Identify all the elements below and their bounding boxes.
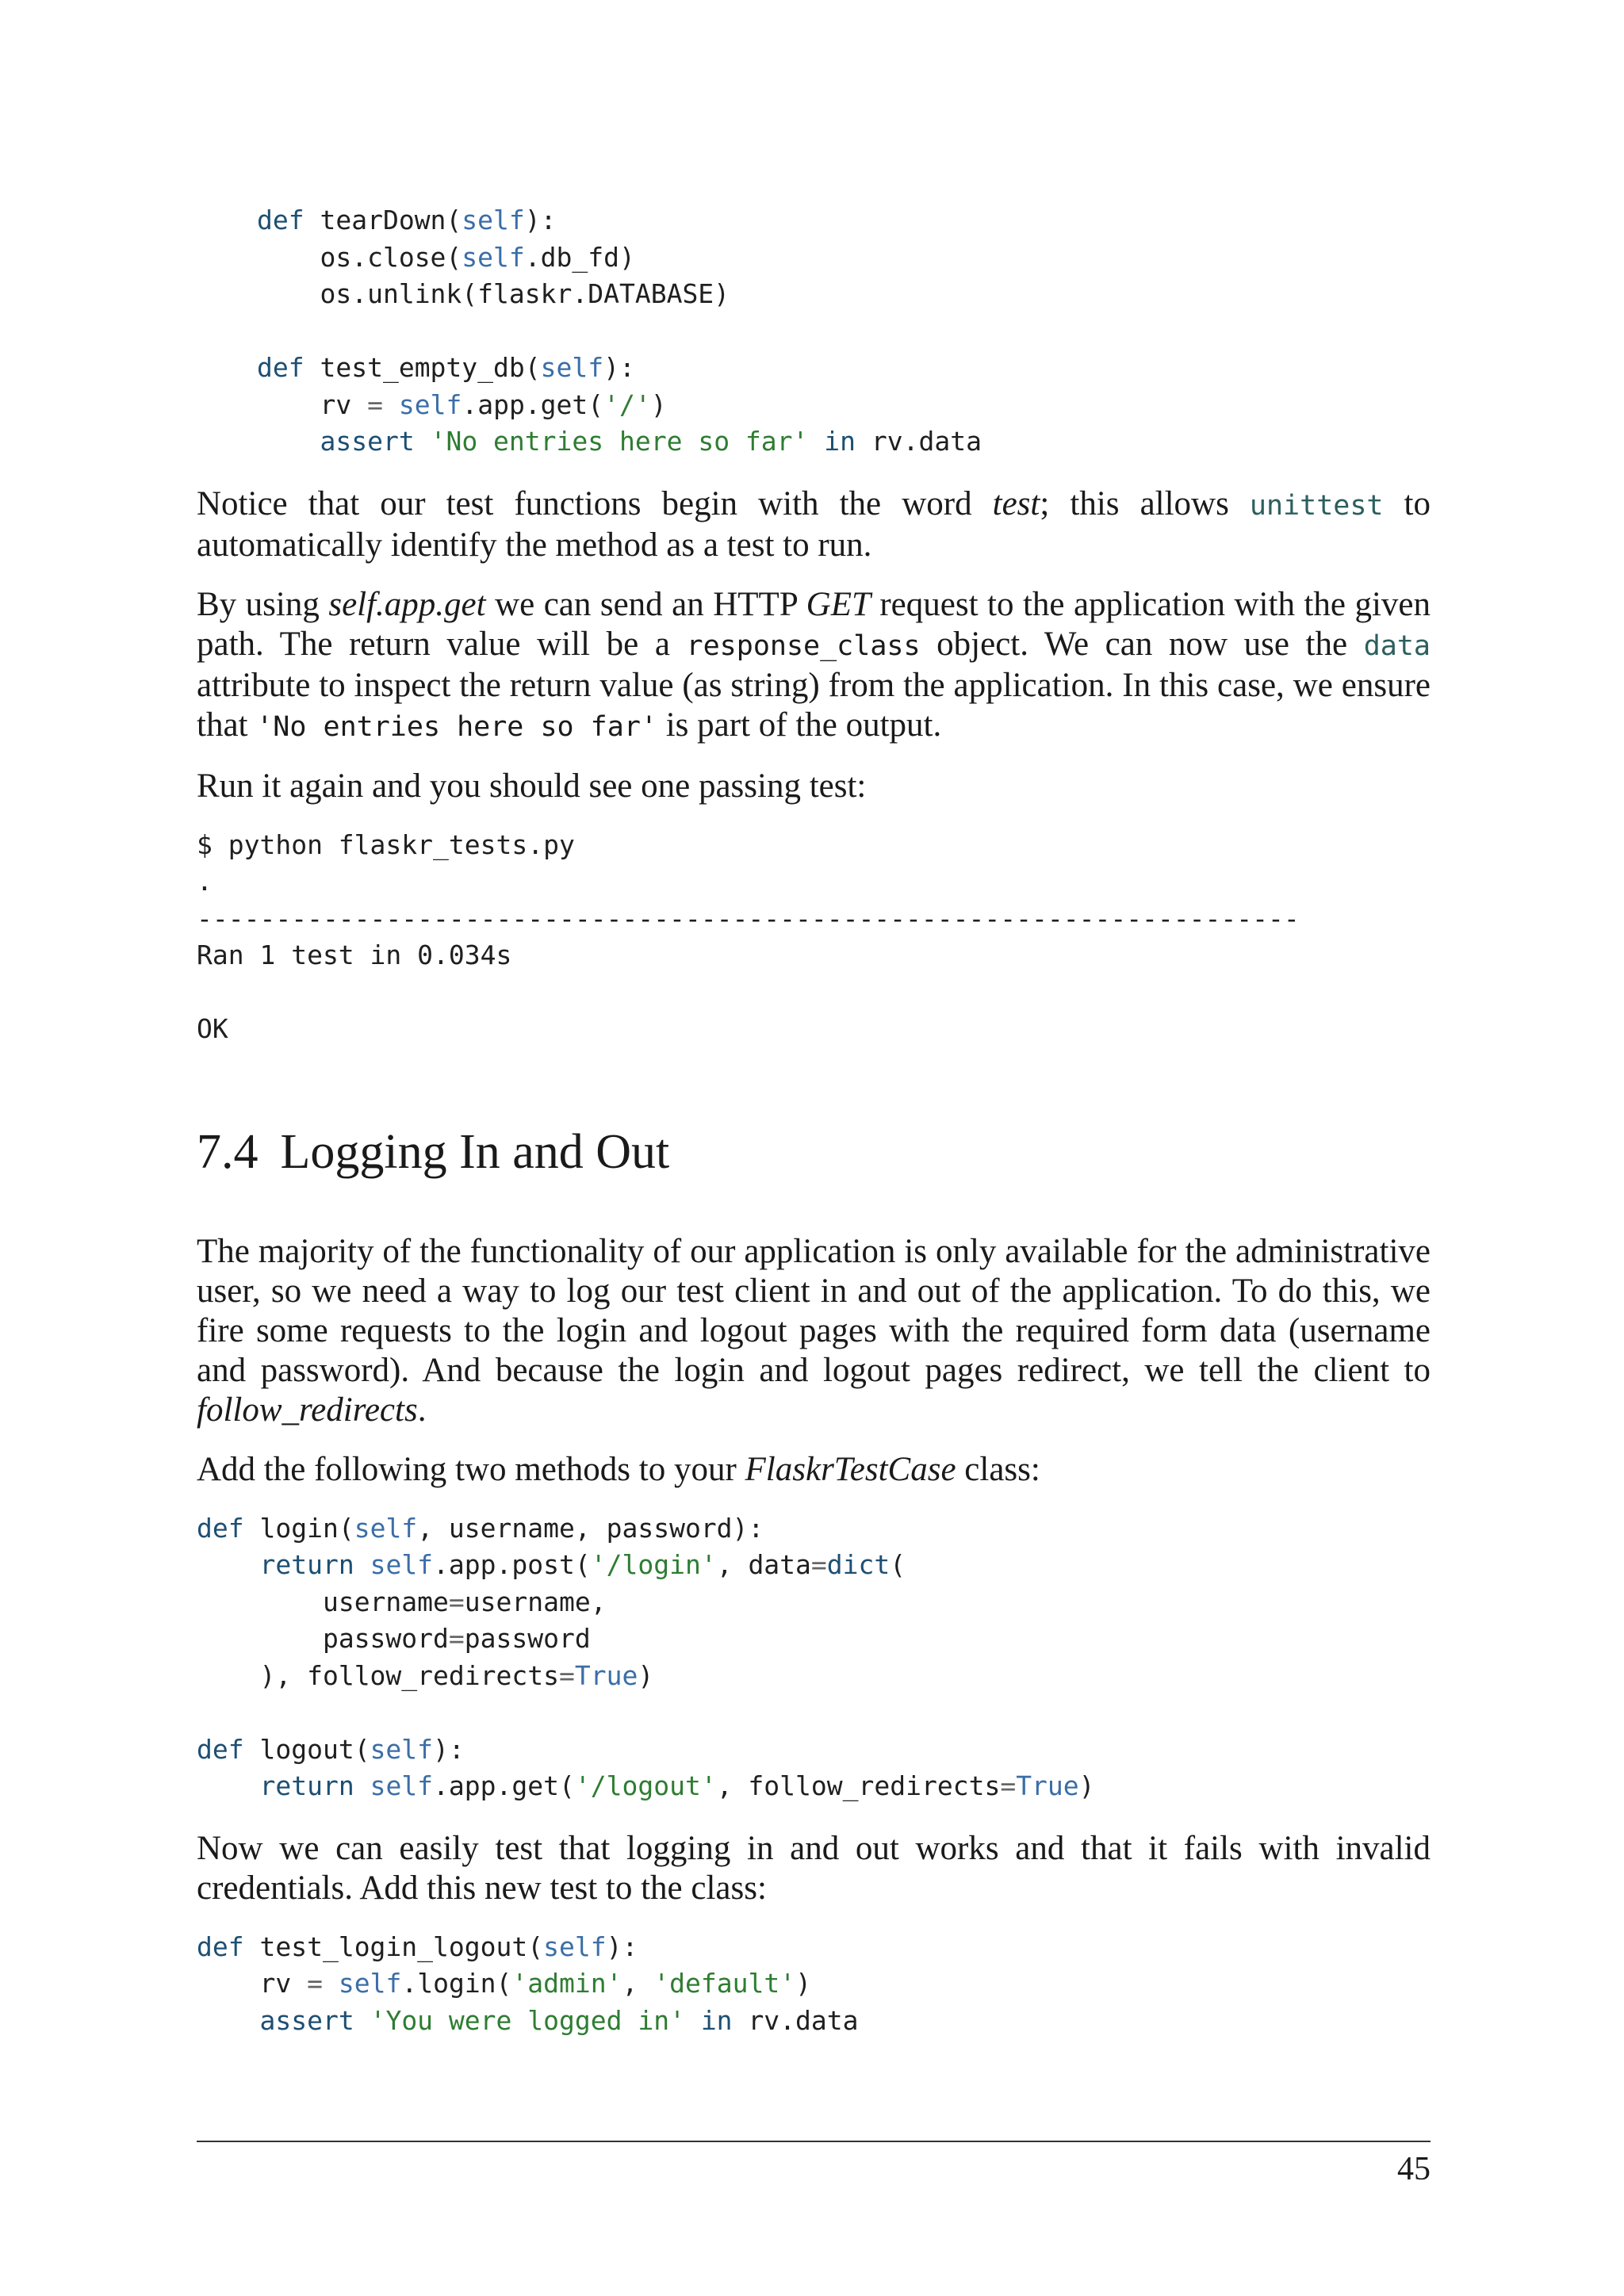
code-keyword: return xyxy=(259,1770,354,1801)
code-keyword: def xyxy=(257,205,304,235)
code-self: self xyxy=(398,388,462,420)
text: we can send an HTTP xyxy=(485,585,806,623)
code-text: ): xyxy=(603,352,635,383)
code-builtin: dict xyxy=(826,1549,891,1580)
text: is part of the output. xyxy=(657,706,942,744)
code-text: rv xyxy=(259,1968,292,1999)
code-text: .db_fd) xyxy=(524,241,635,273)
code-text: .app.get( xyxy=(433,1770,575,1801)
text: to automatically identify the method as a test to run. xyxy=(197,484,1431,564)
emphasis: test xyxy=(992,484,1040,522)
code-self: self xyxy=(370,1770,434,1801)
code-self: self xyxy=(338,1968,402,1999)
section-title: Logging In and Out xyxy=(280,1124,670,1179)
terminal-dot: . xyxy=(197,866,213,897)
code-text: ) xyxy=(638,1659,654,1691)
code-text: ): xyxy=(606,1931,638,1962)
code-self: self xyxy=(540,352,604,383)
code-text: , xyxy=(622,1968,654,1999)
code-text: os.unlink(flaskr.DATABASE) xyxy=(320,278,730,309)
code-operator: = xyxy=(448,1623,465,1654)
code-block-teardown xyxy=(257,202,1431,461)
code-self: self xyxy=(543,1931,607,1962)
paragraph-majority xyxy=(197,1232,1431,1430)
paragraph-now-test: Now we can easily test that logging in and out works and that it fails with invalid credentials. Add this new test to the class: xyxy=(197,1829,1431,1907)
code-keyword: def xyxy=(197,1931,244,1962)
code-text: username, xyxy=(464,1586,607,1617)
terminal-ran: Ran 1 test in 0.034s xyxy=(197,939,512,970)
code-keyword: return xyxy=(259,1549,354,1580)
text: Notice that our test functions begin with the word xyxy=(197,484,993,522)
code-text: password xyxy=(322,1623,449,1654)
code-text: ), follow_redirects xyxy=(259,1659,559,1691)
code-text: password xyxy=(464,1623,591,1654)
code-text: ( xyxy=(890,1549,906,1580)
terminal-command: $ python flaskr_tests.py xyxy=(197,828,575,860)
text: object. We can now use the xyxy=(920,625,1364,663)
code-string: '/login' xyxy=(590,1549,717,1580)
inline-code: 'No entries here so far' xyxy=(256,710,657,743)
code-self: self xyxy=(462,241,525,273)
section-number: 7.4 xyxy=(197,1124,259,1179)
code-text: username xyxy=(322,1586,449,1617)
paragraph-run-again: Run it again and you should see one passing test: xyxy=(197,767,867,805)
code-text: test_empty_db( xyxy=(320,352,541,383)
paragraph-self-app-get xyxy=(197,585,1431,747)
emphasis: FlaskrTestCase xyxy=(745,1450,956,1488)
code-string: '/logout' xyxy=(574,1770,717,1801)
code-text: rv.data xyxy=(871,426,982,457)
code-operator: = xyxy=(448,1586,465,1617)
terminal-ok: OK xyxy=(197,1013,228,1044)
page-number: 45 xyxy=(1397,2151,1431,2187)
code-string: 'You were logged in' xyxy=(370,2004,685,2036)
code-operator: = xyxy=(810,1549,827,1580)
code-keyword: def xyxy=(197,1512,244,1544)
code-operator: = xyxy=(1000,1770,1017,1801)
code-self: self xyxy=(462,205,525,235)
code-text: ) xyxy=(1078,1770,1095,1801)
code-text: os.close( xyxy=(320,241,462,273)
code-operator: = xyxy=(307,1968,323,1999)
code-operator: = xyxy=(367,388,383,420)
code-self: self xyxy=(370,1733,434,1765)
code-text: , username, password): xyxy=(417,1512,764,1544)
code-constant: True xyxy=(574,1659,638,1691)
code-self: self xyxy=(370,1549,434,1580)
code-string: '/' xyxy=(603,388,651,420)
text: The majority of the functionality of our application is only available for the administrative user, so we need a way to log our test client in and out of the application. To do this, we fire some requests to the login and logout pages with the required form data (username and password). And because the login and logout pages redirect, we tell the client to xyxy=(197,1232,1431,1389)
code-text: login( xyxy=(259,1512,354,1544)
code-text: ): xyxy=(524,205,557,235)
code-string: 'No entries here so far' xyxy=(430,426,809,457)
code-text: ) xyxy=(795,1968,811,1999)
text: ; this allows xyxy=(1040,484,1250,522)
code-text: .app.post( xyxy=(433,1549,591,1580)
code-text: .app.get( xyxy=(462,388,604,420)
code-text: ): xyxy=(433,1733,465,1765)
code-text: .login( xyxy=(401,1968,512,1999)
code-keyword: assert xyxy=(320,426,415,457)
inline-code: response_class xyxy=(686,629,921,662)
code-text: , follow_redirects xyxy=(716,1770,1001,1801)
terminal-output xyxy=(197,827,1431,1048)
page-content xyxy=(197,202,1431,2039)
code-text: , data xyxy=(716,1549,811,1580)
text: . xyxy=(417,1391,427,1429)
section-heading xyxy=(197,1124,1431,1180)
text: class: xyxy=(956,1450,1040,1488)
code-text: test_login_logout( xyxy=(259,1931,544,1962)
code-keyword: def xyxy=(197,1733,244,1765)
paragraph-notice xyxy=(197,484,1431,565)
paragraph-add-methods xyxy=(197,1450,1431,1490)
emphasis: follow_redirects xyxy=(197,1391,418,1429)
code-keyword: in xyxy=(824,426,856,457)
code-text: logout( xyxy=(259,1733,370,1765)
emphasis: self.app.get xyxy=(328,585,486,623)
code-self: self xyxy=(354,1512,418,1544)
code-block-test-login-logout xyxy=(197,1929,1431,2040)
code-text: rv xyxy=(320,388,352,420)
footer-rule xyxy=(197,2141,1431,2142)
code-string: 'default' xyxy=(653,1968,796,1999)
code-operator: = xyxy=(558,1659,575,1691)
text: Add the following two methods to your xyxy=(197,1450,745,1488)
text: By using xyxy=(197,585,329,623)
inline-code: data xyxy=(1363,629,1431,662)
code-keyword: def xyxy=(257,352,304,383)
text: request to the application with the given path. The return value will be a xyxy=(197,585,1431,663)
code-text: tearDown( xyxy=(320,205,462,235)
emphasis: GET xyxy=(806,585,871,623)
code-keyword: in xyxy=(700,2004,733,2036)
inline-code: unittest xyxy=(1249,489,1384,522)
code-text: ) xyxy=(650,388,667,420)
code-text: rv.data xyxy=(748,2004,859,2036)
terminal-rule: ---------------------------------------------------------------------- xyxy=(197,902,1300,934)
code-block-login-logout xyxy=(197,1510,1431,1805)
code-keyword: assert xyxy=(259,2004,354,2036)
code-constant: True xyxy=(1016,1770,1079,1801)
code-string: 'admin' xyxy=(511,1968,622,1999)
text: attribute to inspect the return value (as string) from the application. In this case, we ensure that xyxy=(197,666,1431,744)
